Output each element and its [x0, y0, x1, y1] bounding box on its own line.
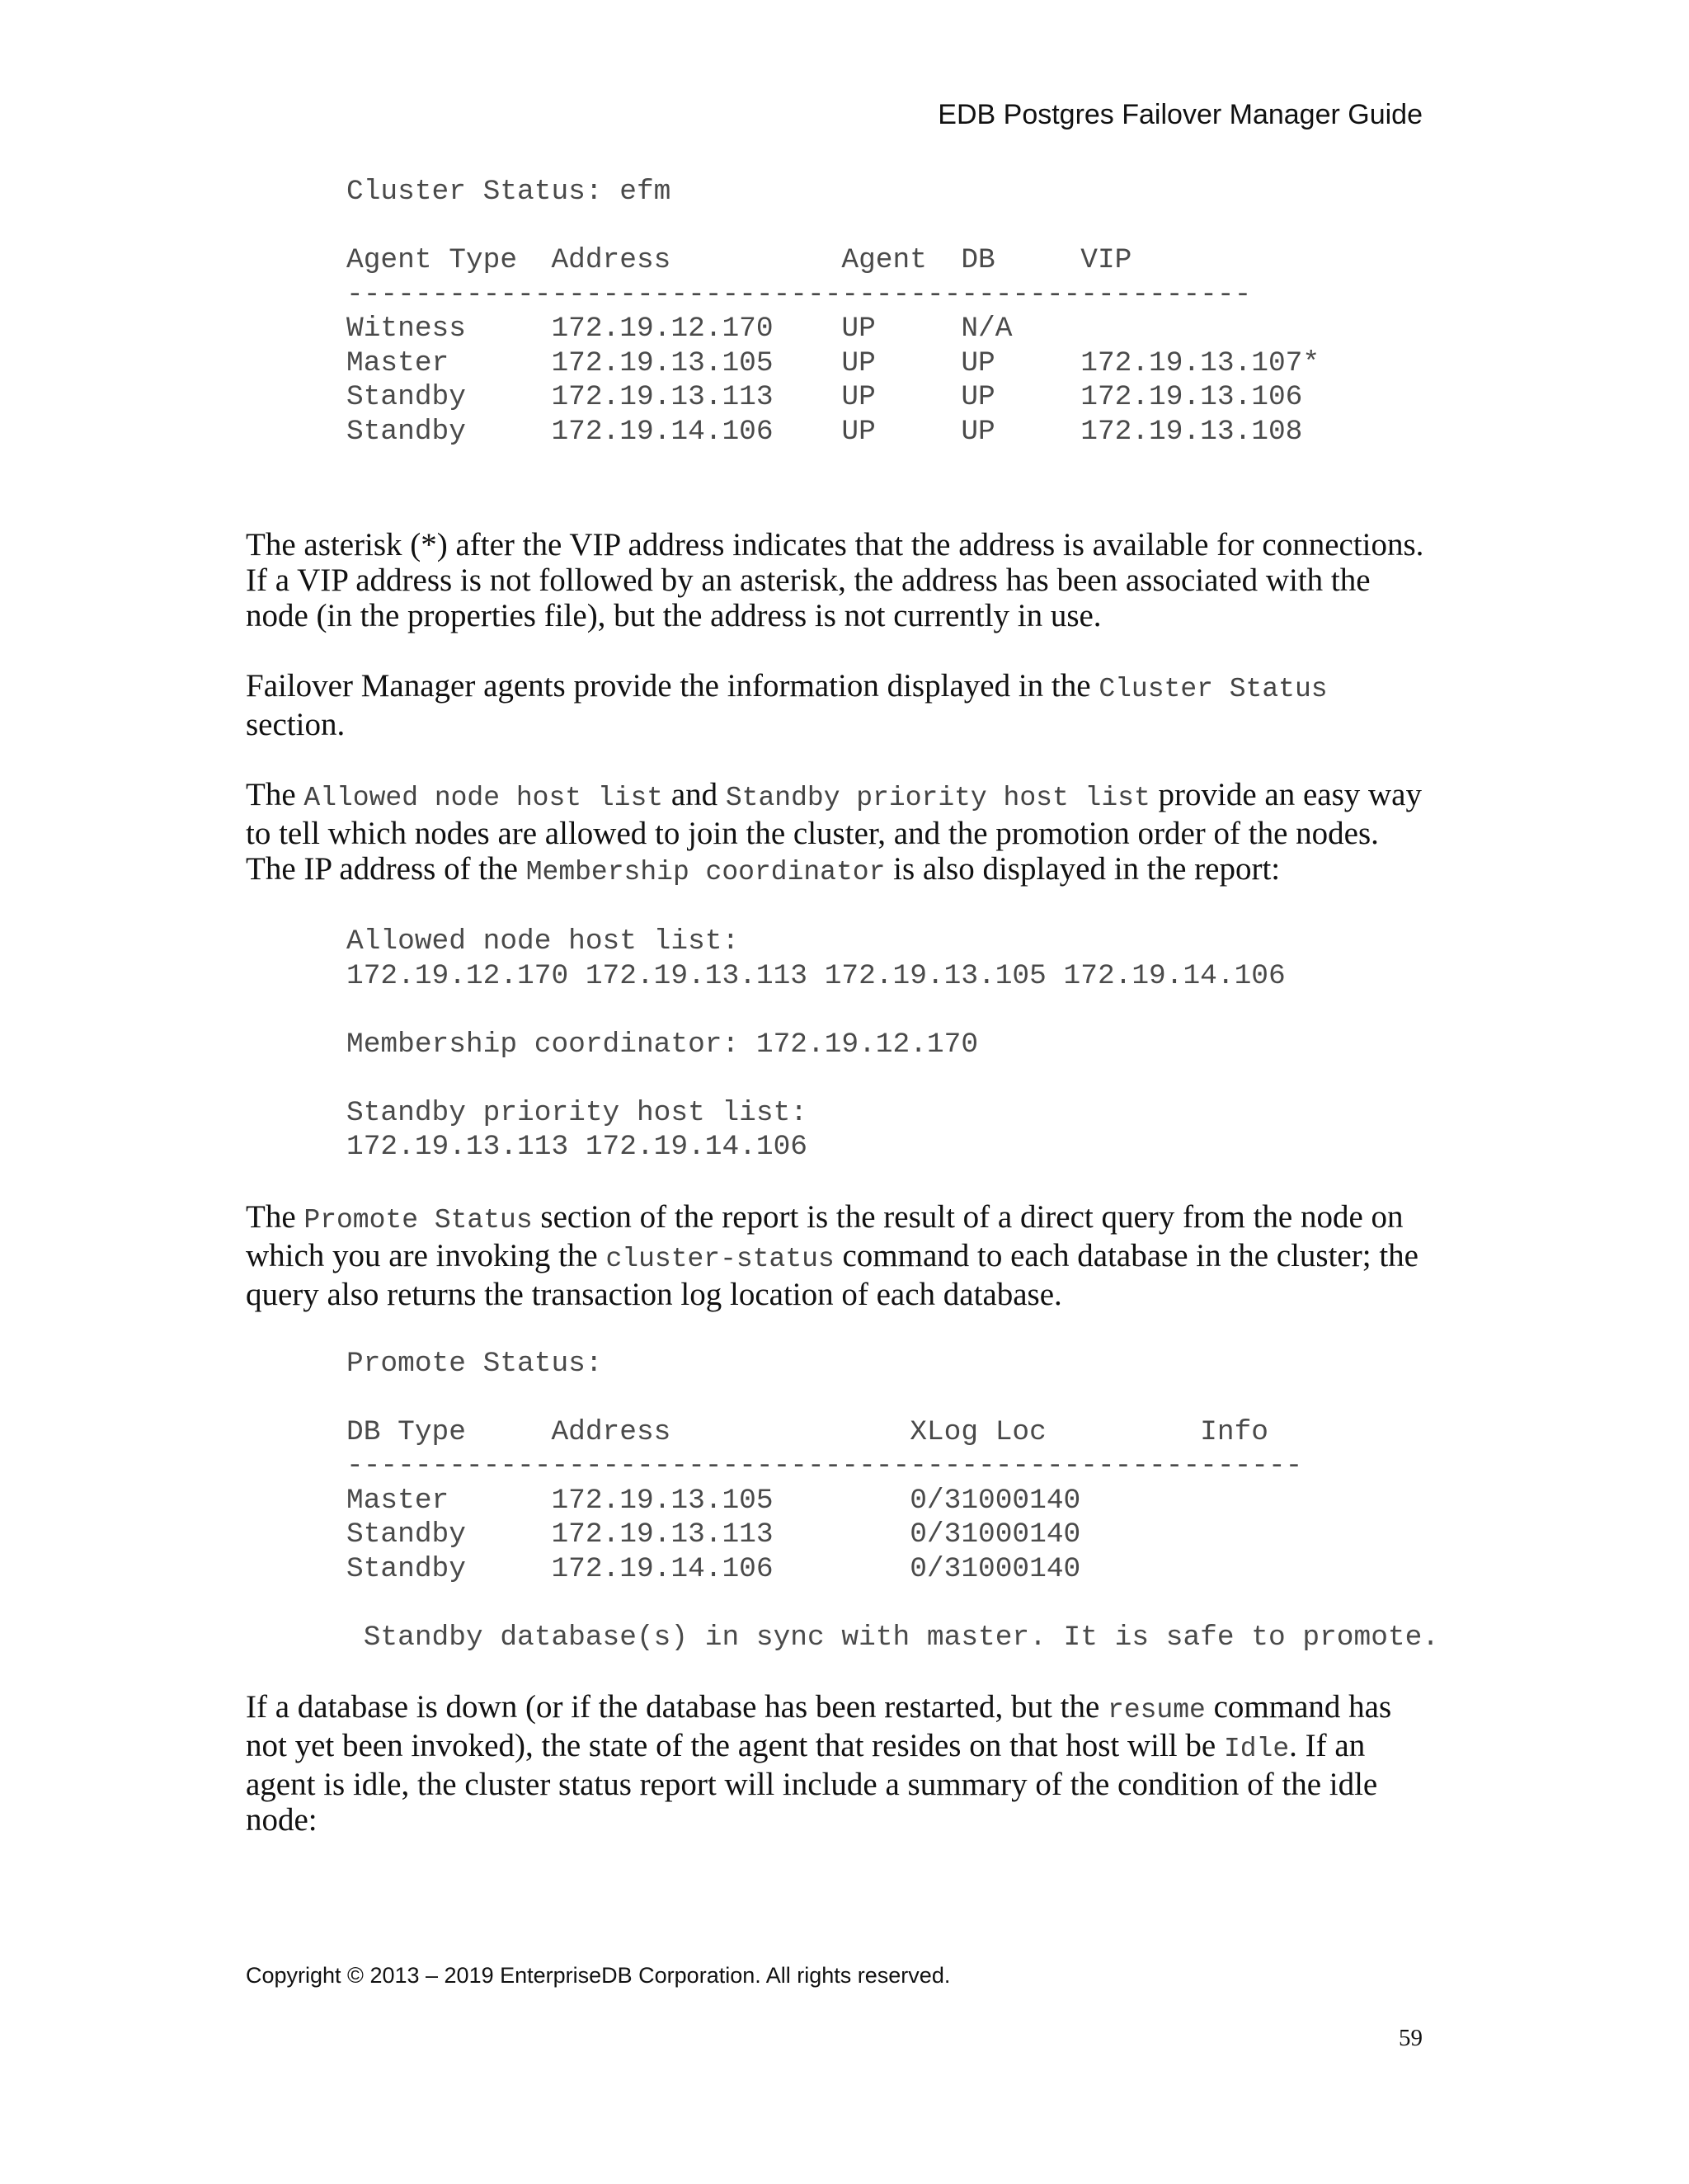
paragraph-text: and	[663, 777, 726, 812]
paragraph-text: section of the report is the result of a direct query from the node on which you are invoking the	[246, 1198, 1404, 1273]
paragraph-text: If a database is down (or if the database has been restarted, but the	[246, 1689, 1108, 1725]
inline-code: Promote Status	[303, 1204, 533, 1236]
promote-status-output: Promote Status: DB Type Address XLog Loc Info -------------------------------------------------------- Master 172.19.13.105 0/31000140 Standby 172.19.13.113 0/31000140 Standby 172.19.14.106 0/31000140 Standby database(s) in sync with master. It is safe to promote.	[346, 1347, 1440, 1654]
paragraph-text: . If an agent is idle, the cluster status report will include a summary of the condition of the idle node:	[246, 1728, 1378, 1838]
inline-code: Cluster Status	[1099, 674, 1328, 704]
inline-code: Membership coordinator	[525, 857, 886, 887]
copyright-footer: Copyright © 2013 – 2019 EnterpriseDB Corporation. All rights reserved.	[246, 1963, 951, 1988]
inline-code: Standby priority host list	[725, 783, 1150, 813]
paragraph-text: The	[246, 1198, 304, 1235]
promote-status-paragraph	[246, 1199, 1433, 1312]
inline-code: cluster-status	[605, 1243, 835, 1274]
page-number: 59	[1399, 2025, 1423, 2051]
paragraph-text: is also displayed in the report:	[885, 851, 1281, 887]
paragraph-text: The	[246, 777, 304, 812]
paragraph-text: section.	[246, 707, 346, 742]
host-lists-paragraph	[246, 777, 1433, 890]
paragraph-text: command has not yet been invoked), the state of the agent that resides on that host will be	[246, 1689, 1392, 1763]
document-header-title: EDB Postgres Failover Manager Guide	[938, 99, 1423, 130]
paragraph-text: command to each database in the cluster; the query also returns the transaction log location of each database.	[246, 1237, 1418, 1312]
inline-code: Allowed node host list	[303, 783, 664, 813]
paragraph-text: provide an easy way to tell which nodes are allowed to join the cluster, and the promotion order of the nodes. The IP address of the	[246, 777, 1422, 887]
paragraph-text: Failover Manager agents provide the information displayed in the	[246, 668, 1099, 704]
cluster-status-output: Cluster Status: efm Agent Type Address Agent DB VIP ----------------------------------------------------- Witness 172.19.12.170 UP N/A Master 172.19.13.105 UP UP 172.19.13.107* Standby 172.19.13.113 UP UP 172.19.13.106 Standby 172.19.14.106 UP UP 172.19.13.108	[346, 176, 1320, 448]
asterisk-explanation-paragraph: The asterisk (*) after the VIP address indicates that the address is available for connections. If a VIP address is not followed by an asterisk, the address has been associated with the node (in the properties file), but the address is not currently in use.	[246, 527, 1424, 633]
agents-info-paragraph	[246, 668, 1433, 742]
page-content	[246, 175, 1440, 1838]
idle-agent-paragraph	[246, 1689, 1433, 1838]
host-lists-output: Allowed node host list: 172.19.12.170 172.19.13.113 172.19.13.105 172.19.14.106 Membership coordinator: 172.19.12.170 Standby priority host list: 172.19.13.113 172.19.14.106	[346, 925, 1286, 1163]
inline-code: Idle	[1223, 1734, 1290, 1764]
inline-code: resume	[1108, 1695, 1206, 1725]
